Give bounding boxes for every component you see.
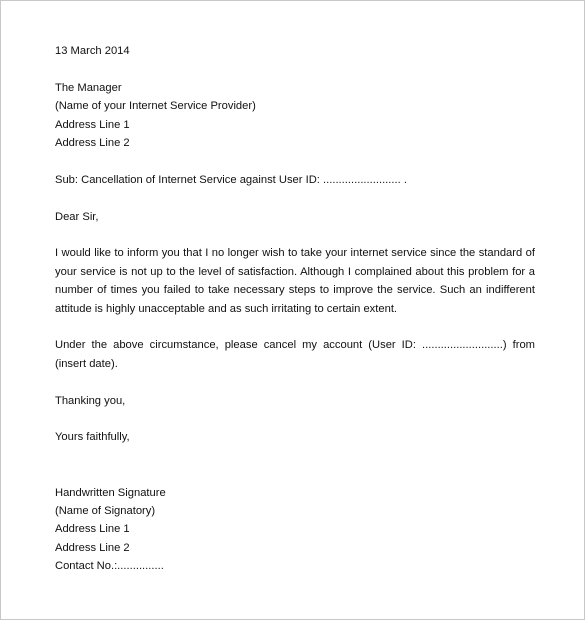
recipient-address-line-2: Address Line 2 <box>55 137 130 150</box>
letter-closing: Yours faithfully, <box>55 431 130 444</box>
sender-address-line-2: Address Line 2 <box>55 541 130 554</box>
letter-paragraph-1: I would like to inform you that I no longer wish to take your internet service since the standard of your service is not up to the level of satisfaction. Although I complained about this problem for a number of times you failed to take necessary steps to improve the service. Such an indifferent attitude is highly unacceptable and as such irritating to certain extent. <box>55 247 535 315</box>
sender-address-line-1: Address Line 1 <box>55 523 130 536</box>
recipient-address-line-1: Address Line 1 <box>55 118 130 131</box>
sender-block <box>55 484 535 576</box>
sender-contact: Contact No.:............... <box>55 560 164 573</box>
sender-signature: Handwritten Signature <box>55 486 166 499</box>
recipient-block <box>55 79 535 153</box>
sender-name: (Name of Signatory) <box>55 505 156 518</box>
recipient-title: The Manager <box>55 81 122 94</box>
letter-date: 13 March 2014 <box>55 45 130 57</box>
letter-thanks: Thanking you, <box>55 394 126 407</box>
letter-salutation: Dear Sir, <box>55 210 99 223</box>
letter-body <box>55 42 535 576</box>
recipient-company: (Name of your Internet Service Provider) <box>55 100 256 113</box>
letter-subject: Sub: Cancellation of Internet Service against User ID: ......................... . <box>55 173 407 186</box>
letter-paragraph-2: Under the above circumstance, please cancel my account (User ID: ..........................) from (insert date). <box>55 339 535 370</box>
